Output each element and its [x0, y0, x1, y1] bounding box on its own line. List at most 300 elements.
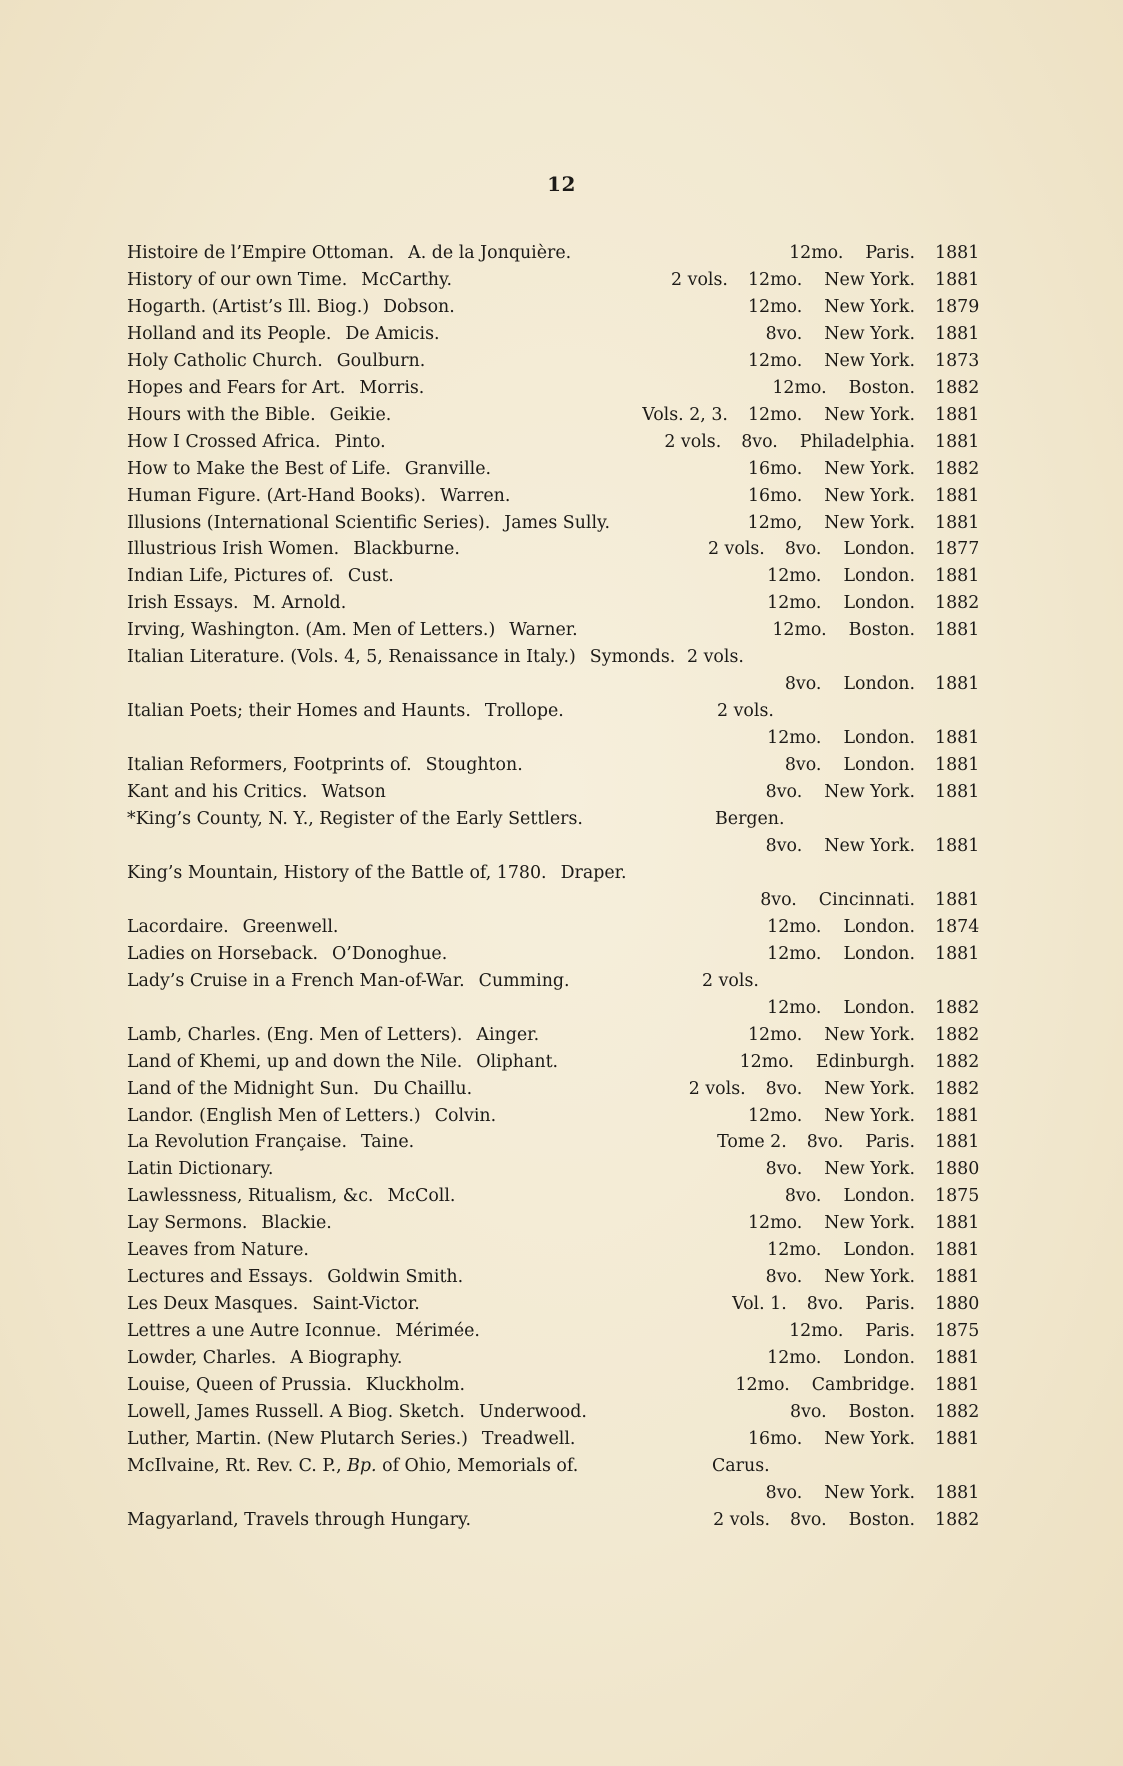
entry-publication — [747, 348, 980, 375]
entry-publication — [747, 483, 980, 510]
catalog-entry-continuation — [127, 887, 980, 914]
entry-publication — [765, 779, 980, 806]
entry-format: 12mo. — [772, 377, 827, 398]
entry-format: 8vo. — [790, 1401, 827, 1422]
entry-title: Illusions (International Scientific Series). — [127, 512, 491, 533]
entry-year: 1881 — [935, 889, 980, 910]
entry-year: 1881 — [935, 1105, 980, 1126]
entry-place: London. — [843, 539, 915, 560]
entry-title-line — [127, 321, 440, 348]
entry-year: 1881 — [935, 404, 980, 425]
entry-publication — [767, 590, 980, 617]
entry-format: 12mo. — [767, 593, 822, 614]
catalog-entry — [127, 1103, 980, 1130]
entry-volumes: 2 vols. — [671, 269, 728, 290]
entry-author: A Biography. — [290, 1348, 403, 1369]
catalog-entry — [127, 1076, 980, 1103]
entry-author: Dobson. — [383, 296, 455, 317]
entry-place: New York. — [824, 269, 915, 290]
entry-title-line — [127, 348, 425, 375]
entry-publication — [767, 941, 980, 968]
entry-publication — [784, 1183, 980, 1210]
catalog-entry — [127, 1453, 977, 1480]
entry-year: 1882 — [935, 1051, 980, 1072]
entry-year: 1882 — [935, 458, 980, 479]
catalog-entry — [127, 1264, 980, 1291]
entry-author: Goldwin Smith. — [327, 1267, 464, 1288]
entry-place: London. — [843, 728, 915, 749]
entry-format: 16mo. — [747, 458, 803, 479]
entry-year: 1881 — [935, 243, 980, 263]
entry-publication — [772, 375, 980, 402]
entry-place: New York. — [824, 350, 915, 371]
entry-place: Paris. — [865, 1294, 915, 1315]
entry-author: M. Arnold. — [252, 593, 347, 614]
entry-place: Paris. — [865, 1132, 915, 1153]
catalog-entry — [127, 1291, 980, 1318]
entry-author: Pinto. — [334, 431, 386, 452]
entry-place: Paris. — [865, 243, 915, 263]
catalog-entry — [127, 375, 980, 402]
catalog-entry — [127, 483, 980, 510]
entry-publication — [765, 321, 980, 348]
entry-format: 8vo. — [765, 1482, 803, 1503]
entry-title-line — [127, 1049, 558, 1076]
entry-title: History of our own Time. — [127, 269, 348, 290]
entry-publication — [747, 1103, 980, 1130]
entry-author: Treadwell. — [481, 1428, 576, 1449]
catalog-entry-continuation — [127, 833, 980, 860]
entry-year: 1881 — [935, 943, 980, 964]
entry-format: 12mo. — [735, 1375, 790, 1396]
entry-title: Les Deux Masques. — [127, 1294, 299, 1315]
entry-format: 8vo. — [784, 1186, 822, 1207]
catalog-entry — [127, 1318, 980, 1345]
entry-title-line — [127, 456, 491, 483]
entry-place: Cincinnati. — [818, 889, 915, 910]
catalog-entry-continuation — [127, 1480, 980, 1507]
entry-author: Blackie. — [261, 1213, 332, 1234]
entry-publication — [767, 563, 980, 590]
entry-title-line — [127, 1237, 309, 1264]
entry-title-line — [127, 267, 452, 294]
entry-format: 16mo. — [747, 1428, 803, 1449]
entry-title-rest: of Ohio, Memorials of. — [376, 1455, 579, 1476]
entry-place: New York. — [824, 1078, 915, 1099]
entry-year: 1874 — [935, 916, 980, 937]
entry-title-line — [127, 429, 386, 456]
entry-author: McColl. — [387, 1186, 456, 1207]
entry-author: Watson — [321, 782, 386, 803]
entry-year: 1877 — [935, 539, 980, 560]
entry-title: Italian Literature. (Vols. 4, 5, Renaissance in Italy.) — [127, 647, 576, 668]
entry-tail: 2 vols. — [717, 701, 774, 722]
entry-format: 8vo. — [806, 1132, 844, 1153]
entry-author: O’Donoghue. — [332, 943, 448, 964]
entry-publication — [688, 1076, 980, 1103]
entry-author: Colvin. — [434, 1105, 497, 1126]
catalog-entry — [127, 698, 977, 725]
entry-year: 1882 — [935, 1078, 980, 1099]
entry-title: Magyarland, Travels through Hungary. — [127, 1509, 471, 1530]
entry-volumes: 2 vols. — [707, 539, 765, 560]
entry-year: 1880 — [935, 1294, 980, 1315]
entry-format: 12mo. — [767, 916, 822, 937]
entry-tail: 2 vols. — [687, 647, 744, 668]
entry-author: Taine. — [361, 1132, 415, 1153]
entry-title-line — [127, 1183, 455, 1210]
entry-place: New York. — [824, 1213, 915, 1234]
entry-author: Granville. — [404, 458, 492, 479]
entry-author: Cust. — [347, 566, 394, 587]
entry-author: Trollope. — [484, 701, 564, 722]
entry-volumes: Vols. 2, 3. — [642, 404, 728, 425]
entry-format: 8vo. — [765, 323, 803, 344]
entry-place: London. — [843, 566, 915, 587]
entry-place: London. — [843, 1348, 915, 1369]
catalog-entry — [127, 590, 980, 617]
entry-place: Cambridge. — [811, 1375, 915, 1396]
entry-title: Italian Poets; their Homes and Haunts. — [127, 701, 471, 722]
entry-title: King’s Mountain, History of the Battle of, 1780. — [127, 862, 547, 883]
entry-format: 12mo. — [772, 620, 827, 641]
entry-year: 1882 — [935, 1509, 980, 1530]
entry-title: Lay Sermons. — [127, 1213, 248, 1234]
entry-year: 1881 — [935, 431, 980, 452]
entry-format: 8vo. — [765, 835, 803, 856]
entry-year: 1875 — [935, 1321, 980, 1342]
entry-format: 12mo. — [767, 997, 822, 1018]
catalog-entry — [127, 321, 980, 348]
entry-author: McCarthy. — [361, 269, 453, 290]
entry-place: New York. — [824, 1428, 915, 1449]
catalog-entry — [127, 510, 980, 537]
entry-format: 16mo. — [747, 485, 803, 506]
catalog-entry — [127, 294, 980, 321]
entry-title: Lettres a une Autre Iconnue. — [127, 1321, 382, 1342]
entry-title-line — [127, 1426, 575, 1453]
entry-place: New York. — [824, 512, 915, 533]
catalog-entry — [127, 941, 980, 968]
entry-title-line — [127, 1264, 463, 1291]
entry-title: Lowell, James Russell. A Biog. Sketch. — [127, 1401, 465, 1422]
entry-title: Irish Essays. — [127, 593, 239, 614]
entry-format: 8vo. — [765, 1159, 803, 1180]
entry-title-line — [127, 1210, 332, 1237]
entry-author: De Amicis. — [345, 323, 440, 344]
entry-title: Latin Dictionary. — [127, 1159, 274, 1180]
entry-publication — [765, 1264, 980, 1291]
entry-title: Lectures and Essays. — [127, 1267, 314, 1288]
entry-author: Mérimée. — [395, 1321, 480, 1342]
entry-publication — [739, 1049, 980, 1076]
catalog-entry — [127, 752, 980, 779]
entry-year: 1879 — [935, 296, 980, 317]
entry-title-line — [127, 1022, 539, 1049]
entry-publication — [765, 1480, 980, 1507]
entry-publication — [760, 887, 980, 914]
entry-publication — [707, 536, 980, 563]
entry-year: 1875 — [935, 1186, 980, 1207]
entry-title-line — [127, 779, 386, 806]
entry-title: Italian Reformers, Footprints of. — [127, 755, 412, 776]
entry-title-line — [127, 1372, 465, 1399]
catalog-entry — [127, 1237, 980, 1264]
entry-publication — [767, 1345, 980, 1372]
entry-place: New York. — [824, 1482, 915, 1503]
entry-year: 1881 — [935, 1213, 980, 1234]
entry-title-line — [127, 968, 570, 995]
entry-publication — [664, 429, 980, 456]
entry-place: Boston. — [848, 1509, 915, 1530]
entry-author: Morris. — [359, 377, 425, 398]
catalog-entry — [127, 267, 980, 294]
entry-title: Lacordaire. — [127, 916, 229, 937]
entry-year: 1881 — [935, 620, 980, 641]
entry-tail: 2 vols. — [702, 970, 759, 991]
page-number: 12 — [547, 172, 576, 196]
entry-title-line — [127, 941, 447, 968]
entry-year: 1881 — [935, 1375, 980, 1396]
entry-place: Boston. — [848, 1401, 915, 1422]
entry-title: La Revolution Française. — [127, 1132, 347, 1153]
entry-year: 1881 — [935, 1132, 980, 1153]
catalog-entry — [127, 617, 980, 644]
entry-title-line — [127, 617, 578, 644]
entry-format: 8vo. — [765, 1267, 803, 1288]
entry-format: 12mo. — [747, 269, 803, 290]
entry-year: 1881 — [935, 782, 980, 803]
entry-year: 1881 — [935, 1267, 980, 1288]
catalog-entry — [127, 536, 980, 563]
catalog-entry — [127, 1183, 980, 1210]
entry-place: Edinburgh. — [815, 1051, 915, 1072]
entry-author: Cumming. — [478, 970, 570, 991]
entry-year: 1881 — [935, 1482, 980, 1503]
entry-author: Oliphant. — [476, 1051, 559, 1072]
entry-author: Ainger. — [476, 1024, 540, 1045]
entry-title-line — [127, 1103, 496, 1130]
entry-volumes: 2 vols. — [688, 1078, 746, 1099]
entry-title-line — [127, 1291, 420, 1318]
entry-title: How I Crossed Africa. — [127, 431, 321, 452]
entry-format: 8vo. — [806, 1294, 844, 1315]
entry-place: London. — [843, 943, 915, 964]
catalog-entry — [127, 1372, 980, 1399]
entry-year: 1882 — [935, 997, 980, 1018]
entry-format: 12mo. — [747, 1105, 803, 1126]
entry-title: Indian Life, Pictures of. — [127, 566, 334, 587]
entry-format: 12mo. — [789, 243, 844, 263]
entry-format: 8vo. — [741, 431, 778, 452]
entry-format: 8vo. — [784, 674, 822, 695]
entry-place: London. — [843, 755, 915, 776]
entry-volumes: Vol. 1. — [732, 1294, 787, 1315]
entry-format: 8vo. — [760, 889, 797, 910]
entry-year: 1881 — [935, 269, 980, 290]
entry-publication — [735, 1372, 980, 1399]
entry-title: Hopes and Fears for Art. — [127, 377, 346, 398]
entry-format: 12mo. — [747, 1024, 803, 1045]
entry-title-line — [127, 590, 346, 617]
entry-place: Boston. — [848, 620, 915, 641]
catalog-entry — [127, 644, 977, 671]
catalog-entry — [127, 806, 977, 833]
entry-format: 12mo. — [747, 404, 803, 425]
entry-title-line — [127, 1345, 402, 1372]
catalog-entry — [127, 968, 977, 995]
catalog-entry-continuation — [127, 725, 980, 752]
entry-publication — [784, 671, 980, 698]
entry-author: Geikie. — [329, 404, 392, 425]
catalog-entry-continuation — [127, 671, 980, 698]
entry-author: Stoughton. — [425, 755, 523, 776]
entry-publication — [747, 510, 980, 537]
catalog-entry — [127, 1049, 980, 1076]
entry-format: 8vo. — [784, 755, 822, 776]
entry-title-italic: Bp. — [347, 1455, 377, 1476]
entry-title-line — [127, 563, 394, 590]
entry-volumes: 2 vols. — [664, 431, 722, 452]
entry-year: 1882 — [935, 1401, 980, 1422]
entry-place: New York. — [824, 835, 915, 856]
catalog-entry — [127, 402, 980, 429]
entry-title: McIlvaine, Rt. Rev. C. P., — [127, 1455, 348, 1476]
entry-author: Greenwell. — [242, 916, 339, 937]
entry-title-line — [127, 1507, 471, 1534]
entry-title: Ladies on Horseback. — [127, 943, 319, 964]
catalog-entry-continuation — [127, 995, 980, 1022]
entry-place: New York. — [824, 323, 915, 344]
entry-format: 12mo. — [747, 296, 803, 317]
entry-title: Holland and its People. — [127, 323, 332, 344]
entry-place: London. — [843, 674, 915, 695]
entry-title: Lady’s Cruise in a French Man-of-War. — [127, 970, 465, 991]
entry-title: Illustrious Irish Women. — [127, 539, 340, 560]
entry-format: 12mo. — [767, 566, 822, 587]
entry-title: Lamb, Charles. (Eng. Men of Letters). — [127, 1024, 463, 1045]
entry-title-line — [127, 536, 460, 563]
catalog-entry — [127, 348, 980, 375]
entry-publication — [765, 1156, 980, 1183]
entry-place: London. — [843, 1240, 915, 1261]
entry-publication — [642, 402, 980, 429]
catalog-entry — [127, 563, 980, 590]
catalog-entry — [127, 429, 980, 456]
catalog-entry — [127, 1507, 980, 1534]
entry-place: New York. — [824, 296, 915, 317]
entry-publication — [789, 1318, 980, 1345]
entry-year: 1881 — [935, 323, 980, 344]
entry-title: Holy Catholic Church. — [127, 350, 323, 371]
entry-title: Irving, Washington. (Am. Men of Letters.) — [127, 620, 496, 641]
entry-author: Goulburn. — [336, 350, 426, 371]
entry-title-line — [127, 698, 564, 725]
entry-format: 12mo. — [767, 943, 822, 964]
entry-title-line — [127, 240, 571, 267]
entry-title: Lowder, Charles. — [127, 1348, 277, 1369]
entry-place: London. — [843, 916, 915, 937]
entry-format: 12mo. — [767, 1240, 822, 1261]
entry-format: 12mo. — [767, 1348, 822, 1369]
catalog-entry — [127, 779, 980, 806]
entry-title: Louise, Queen of Prussia. — [127, 1375, 352, 1396]
catalog-list — [127, 240, 980, 1534]
entry-title: Hogarth. (Artist’s Ill. Biog.) — [127, 296, 370, 317]
entry-publication — [765, 833, 980, 860]
entry-year: 1881 — [935, 835, 980, 856]
entry-format: 12mo. — [747, 1213, 803, 1234]
entry-publication — [767, 1237, 980, 1264]
entry-publication — [772, 617, 980, 644]
entry-format: 12mo. — [789, 1321, 844, 1342]
entry-publication — [790, 1399, 980, 1426]
entry-author: Blackburne. — [353, 539, 460, 560]
catalog-entry — [127, 456, 980, 483]
entry-publication — [767, 995, 980, 1022]
entry-publication — [747, 1210, 980, 1237]
entry-year: 1881 — [935, 485, 980, 506]
entry-title: Human Figure. (Art-Hand Books). — [127, 485, 426, 506]
entry-publication — [717, 1129, 980, 1156]
entry-author: A. de la Jonquière. — [408, 243, 572, 263]
entry-title: Hours with the Bible. — [127, 404, 316, 425]
entry-format: 12mo. — [767, 728, 822, 749]
entry-title-line — [127, 375, 424, 402]
entry-year: 1881 — [935, 1348, 980, 1369]
entry-place: New York. — [824, 1267, 915, 1288]
entry-place: New York. — [824, 485, 915, 506]
entry-year: 1881 — [935, 728, 980, 749]
entry-volumes: 2 vols. — [713, 1509, 771, 1530]
entry-title: Lawlessness, Ritualism, &c. — [127, 1186, 374, 1207]
entry-publication — [671, 267, 980, 294]
entry-title-line — [127, 1156, 273, 1183]
entry-title-line — [127, 860, 627, 887]
entry-title: Land of Khemi, up and down the Nile. — [127, 1051, 463, 1072]
entry-author: Kluckholm. — [365, 1375, 466, 1396]
entry-author: Symonds. — [589, 647, 676, 668]
catalog-entry — [127, 914, 980, 941]
entry-place: London. — [843, 1186, 915, 1207]
catalog-entry — [127, 860, 977, 887]
entry-author: Saint-Victor. — [312, 1294, 420, 1315]
entry-format: 12mo. — [739, 1051, 794, 1072]
entry-title-line — [127, 1453, 578, 1480]
entry-format: 8vo. — [765, 1078, 803, 1099]
entry-publication — [747, 294, 980, 321]
entry-publication — [747, 1426, 980, 1453]
entry-year: 1873 — [935, 350, 980, 371]
entry-place: Philadelphia. — [799, 431, 915, 452]
entry-year: 1881 — [935, 674, 980, 695]
entry-tail: Bergen. — [715, 809, 785, 830]
entry-author: James Sully. — [504, 512, 611, 533]
entry-tail: Carus. — [712, 1455, 770, 1476]
entry-title: Luther, Martin. (New Plutarch Series.) — [127, 1428, 468, 1449]
catalog-entry — [127, 1129, 980, 1156]
entry-title-line — [127, 402, 391, 429]
entry-publication — [747, 456, 980, 483]
entry-publication — [732, 1291, 980, 1318]
entry-author: Warren. — [440, 485, 511, 506]
entry-year: 1881 — [935, 566, 980, 587]
entry-place: New York. — [824, 458, 915, 479]
entry-title-line — [127, 644, 675, 671]
catalog-entry — [127, 1210, 980, 1237]
entry-title-line — [127, 806, 583, 833]
entry-publication — [784, 752, 980, 779]
